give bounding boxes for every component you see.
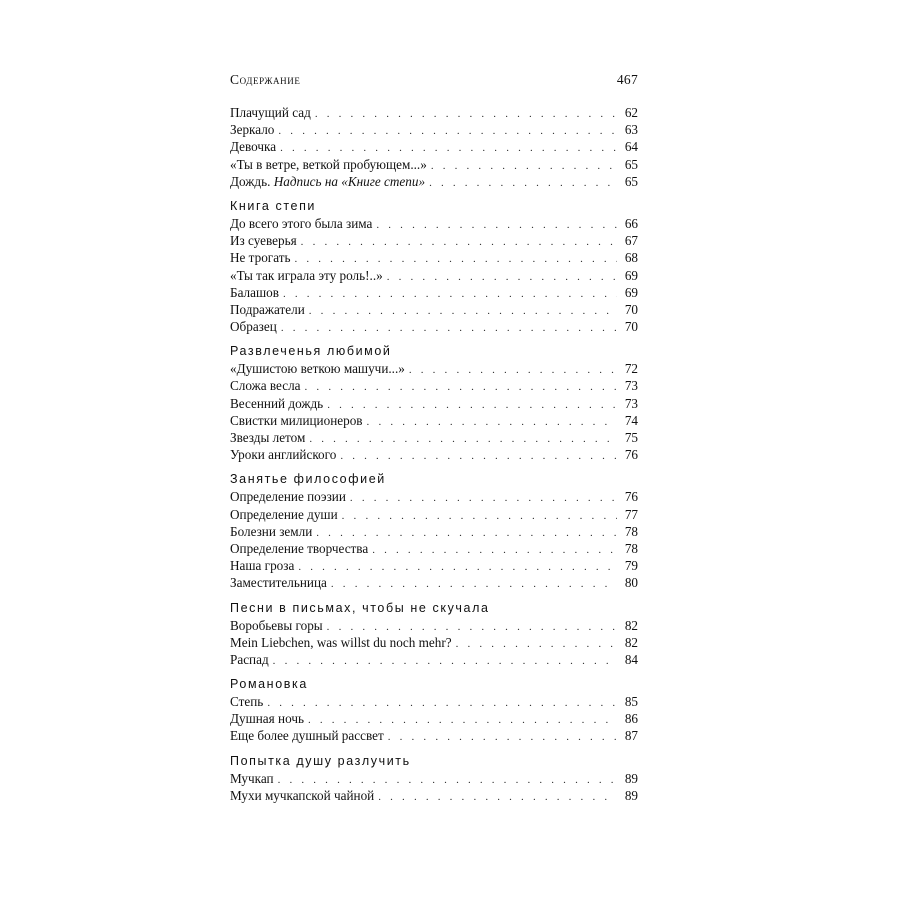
toc-entry-title [230, 318, 281, 335]
dot-leader [429, 175, 617, 192]
toc-entry-page: 65 [624, 173, 638, 189]
dot-leader [456, 636, 617, 653]
toc-entry-title [230, 395, 327, 412]
toc-entry-page: 73 [624, 378, 638, 394]
toc-entry-page: 80 [624, 575, 638, 591]
toc-entry [230, 693, 638, 710]
toc-entry [230, 634, 638, 651]
toc-entry-title-text: Определение поэзии [230, 489, 346, 505]
toc-entry-title-text: До всего этого была зима [230, 215, 373, 231]
toc-entry-title-text: Дождь. [230, 173, 271, 189]
toc-entry [230, 574, 638, 591]
toc-entry-title-text: Плачущий сад [230, 105, 311, 120]
toc-entry-title-text: Еще более душный рассвет [230, 728, 384, 744]
dot-leader [367, 414, 617, 431]
toc-entry-title [230, 377, 305, 394]
dot-leader [387, 269, 617, 286]
toc-entry-title [230, 412, 367, 429]
toc-entry-page: 78 [624, 540, 638, 556]
toc-entry-page: 84 [624, 651, 638, 667]
toc-entry [230, 429, 638, 446]
toc-entry-page: 63 [624, 122, 638, 138]
toc-entry-page: 69 [624, 284, 638, 300]
toc-entry [230, 506, 638, 523]
dot-leader [372, 542, 617, 559]
dot-leader [409, 362, 617, 379]
dot-leader [309, 303, 617, 320]
toc-entry-page: 89 [624, 787, 638, 803]
toc-entry-title [230, 488, 350, 505]
toc-entry-title [230, 506, 342, 523]
toc-entry-title [230, 301, 309, 318]
toc-entry [230, 249, 638, 266]
toc-entry-page: 73 [624, 395, 638, 411]
toc-entry-title [230, 121, 278, 138]
toc-entry [230, 787, 638, 804]
toc-entry-page: 78 [624, 523, 638, 539]
toc-entry [230, 301, 638, 318]
toc-entry-title-text: Определение творчества [230, 540, 369, 556]
toc-entry-title [230, 173, 429, 190]
toc-entry-page: 64 [624, 139, 638, 155]
section-title: Развлеченья любимой [230, 344, 392, 359]
toc-entry-title-text: Не трогать [230, 250, 291, 266]
toc-entry-page: 65 [624, 156, 638, 172]
toc-entry-title-text: Звезды летом [230, 430, 306, 445]
toc-entry-title [230, 249, 294, 266]
toc-entry-title-text: Воробьевы горы [230, 617, 323, 633]
toc-entry-title-text: Степь [230, 694, 264, 710]
toc-entry-title [230, 523, 316, 540]
toc-entry-title [230, 634, 456, 651]
toc-entry [230, 412, 638, 429]
toc-entry [230, 770, 638, 787]
toc-entry-title [230, 540, 372, 557]
section-title: Песни в письмах, чтобы не скучала [230, 600, 490, 615]
toc-entry-page: 79 [624, 558, 638, 574]
toc-entry-page: 72 [624, 361, 638, 377]
toc-entry [230, 215, 638, 232]
toc-entry [230, 377, 638, 394]
toc-entry-title-text: «Ты так играла эту роль!..» [230, 267, 383, 283]
toc-entry-title [230, 104, 315, 121]
section-title: Романовка [230, 677, 308, 692]
dot-leader [376, 217, 617, 234]
section-title: Занятье философией [230, 472, 386, 487]
toc-entry-title-text: Мухи мучкапской чайной [230, 787, 375, 803]
dot-leader [278, 123, 617, 140]
toc-entry-title-text: Распад [230, 651, 269, 667]
dot-leader [342, 508, 617, 525]
toc-entry [230, 523, 638, 540]
toc-entry-page: 85 [624, 694, 638, 710]
toc-entry-title-text: Mein Liebchen, was willst du noch mehr? [230, 634, 452, 650]
toc-entry-title-text: Девочка [230, 139, 277, 155]
toc-entry-title [230, 617, 327, 634]
toc-entry-title-text: Балашов [230, 284, 279, 300]
toc-entry [230, 318, 638, 335]
toc-entry-page: 89 [624, 770, 638, 786]
dot-leader [283, 286, 617, 303]
toc-entry [230, 727, 638, 744]
running-title: Содержание [230, 72, 301, 87]
toc-entry [230, 284, 638, 301]
dot-leader [305, 379, 617, 396]
dot-leader [298, 559, 617, 576]
toc-entry [230, 232, 638, 249]
toc-entry-title-text: Определение души [230, 506, 338, 522]
toc-entry-title [230, 651, 273, 668]
toc-entry [230, 104, 638, 121]
dot-leader [327, 397, 617, 414]
toc-entry-title-text: Подражатели [230, 301, 305, 317]
toc-entry-title [230, 232, 301, 249]
toc-entry [230, 156, 638, 173]
toc-entry-title [230, 727, 388, 744]
section-title: Книга степи [230, 198, 317, 213]
toc-entry-title-text: Мучкап [230, 770, 274, 786]
toc-entry-title [230, 787, 378, 804]
toc-entry-page: 67 [624, 233, 638, 249]
toc-entry-page: 75 [624, 430, 638, 445]
toc-entry-title-text: «Ты в ветре, веткой пробующем...» [230, 156, 427, 172]
toc-entry-title-text: Свистки милиционеров [230, 412, 363, 428]
toc-entry-page: 86 [624, 711, 638, 727]
dot-leader [388, 729, 617, 746]
toc-entry-title [230, 429, 309, 446]
toc-entry [230, 173, 638, 190]
toc-entry-page: 82 [624, 634, 638, 650]
toc-entry [230, 121, 638, 138]
toc-entry-title [230, 693, 267, 710]
dot-leader [281, 320, 617, 337]
toc-entry-title-text: Наша гроза [230, 558, 295, 574]
section-title: Попытка душу разлучить [230, 753, 411, 768]
toc-entry-title [230, 267, 387, 284]
toc-entry [230, 488, 638, 505]
toc-entry-title-text: Образец [230, 319, 277, 335]
toc-entry [230, 138, 638, 155]
toc-entry-page: 76 [624, 447, 638, 463]
dot-leader [350, 490, 617, 507]
toc-entry-page: 70 [624, 319, 638, 335]
toc-entry-title [230, 138, 280, 155]
toc-entry-page: 70 [624, 301, 638, 317]
toc-entry-page: 66 [624, 215, 638, 231]
page-number: 467 [616, 72, 638, 87]
dot-leader [301, 234, 617, 251]
toc-entry-page: 82 [624, 617, 638, 633]
toc-entry-title [230, 215, 376, 232]
toc-entry-title [230, 770, 278, 787]
toc-entry-page: 68 [624, 250, 638, 266]
dot-leader [273, 653, 617, 670]
toc-entry-page: 69 [624, 267, 638, 283]
toc-entry-page: 62 [624, 105, 638, 120]
toc-entry [230, 617, 638, 634]
toc-entry [230, 395, 638, 412]
toc-entry-title-text: Сложа весла [230, 378, 301, 394]
toc-entry-title-text: Душная ночь [230, 711, 304, 727]
toc-entry [230, 557, 638, 574]
toc-entry-title-text: Уроки английского [230, 447, 337, 463]
dot-leader [309, 431, 617, 448]
toc-entry [230, 540, 638, 557]
toc-entry-title [230, 557, 298, 574]
dot-leader [267, 695, 617, 712]
table-of-contents [230, 104, 638, 804]
toc-entry-title [230, 574, 331, 591]
dot-leader [378, 789, 617, 806]
toc-entry-page: 87 [624, 728, 638, 744]
toc-entry-title [230, 156, 431, 173]
running-head [230, 72, 638, 88]
toc-entry-title-text: Болезни земли [230, 523, 313, 539]
toc-entry-title [230, 284, 283, 301]
toc-entry [230, 446, 638, 463]
toc-entry-title [230, 446, 340, 463]
toc-entry-page: 77 [624, 506, 638, 522]
toc-entry-title [230, 360, 409, 377]
toc-entry [230, 710, 638, 727]
toc-entry-page: 74 [624, 412, 638, 428]
toc-entry [230, 267, 638, 284]
toc-entry-title-italic: Надпись на «Книге степи» [273, 173, 426, 189]
toc-entry-title-text: Заместительница [230, 575, 327, 591]
toc-entry [230, 360, 638, 377]
dot-leader [331, 576, 617, 593]
toc-entry [230, 651, 638, 668]
toc-entry-page: 76 [624, 489, 638, 505]
toc-entry-title [230, 710, 308, 727]
toc-entry-title-text: Весенний дождь [230, 395, 324, 411]
dot-leader [431, 158, 617, 175]
dot-leader [315, 106, 617, 123]
toc-entry-title-text: Зеркало [230, 122, 275, 138]
dot-leader [340, 448, 617, 465]
toc-entry-title-text: Из суеверья [230, 233, 297, 249]
toc-entry-title-text: «Душистою веткою машучи...» [230, 361, 405, 377]
